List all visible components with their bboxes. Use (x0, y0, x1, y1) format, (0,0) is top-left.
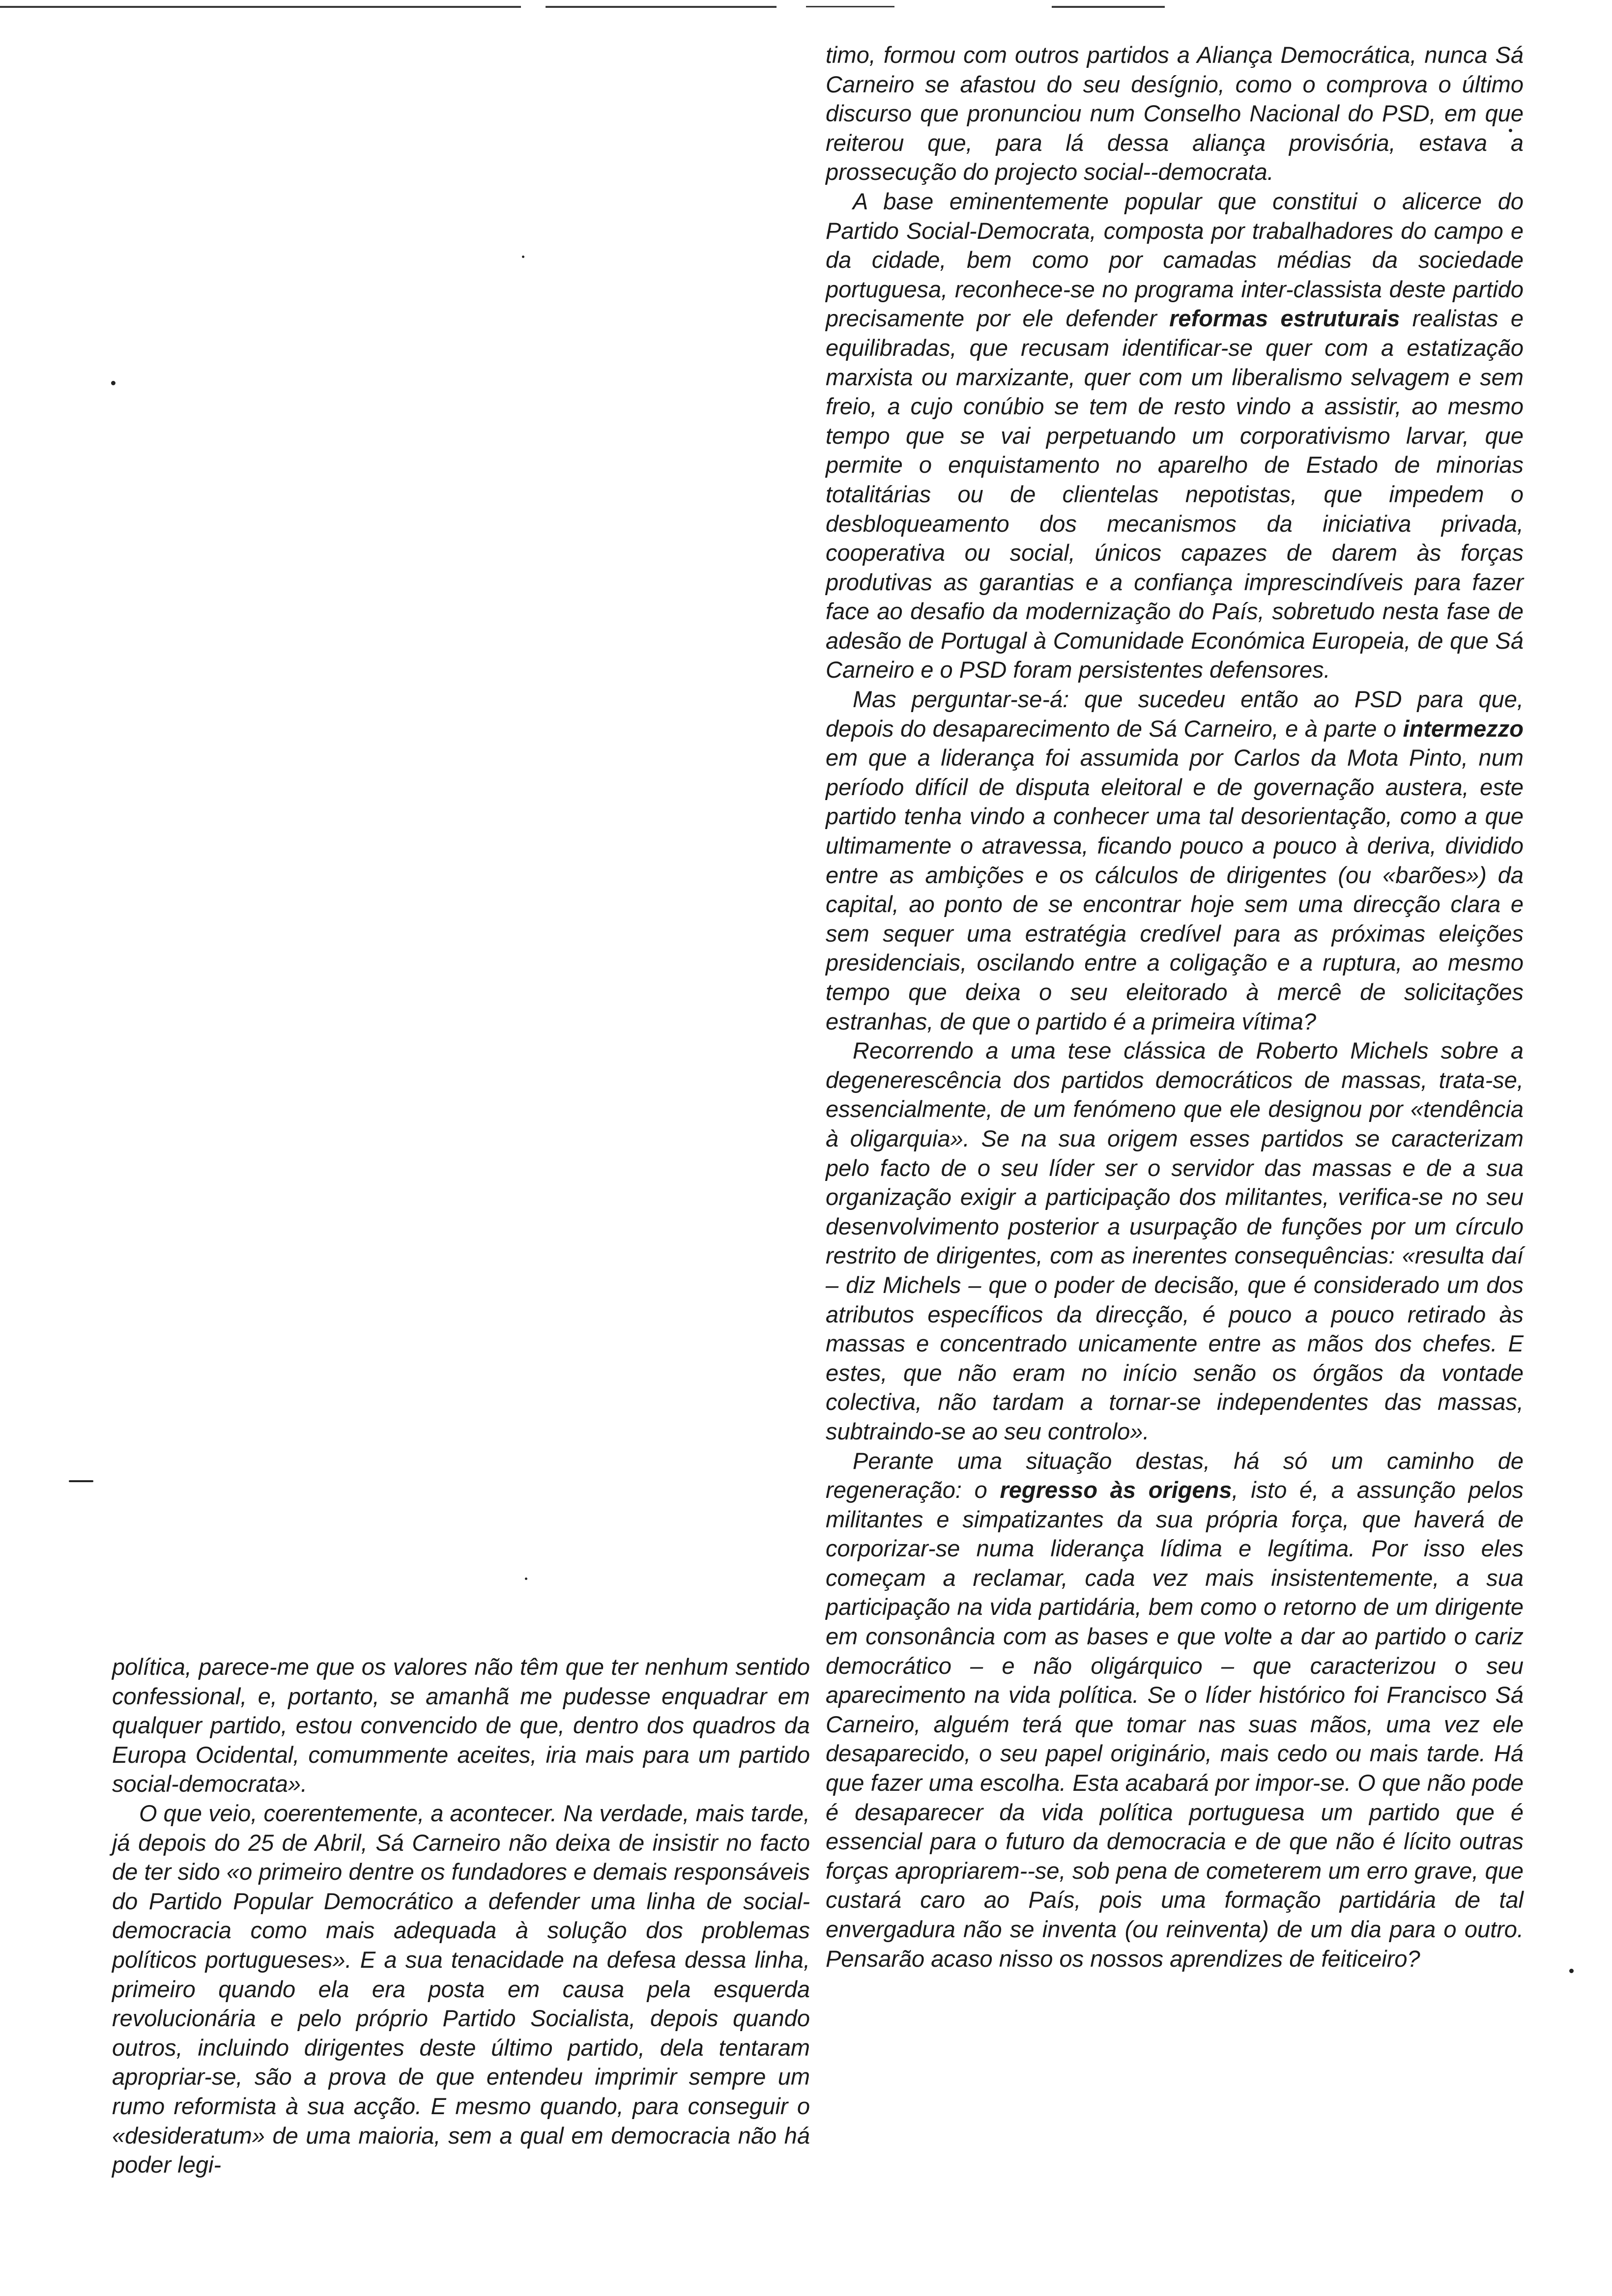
top-rule-3 (806, 6, 894, 7)
bold-phrase: reformas estruturais (1169, 305, 1400, 332)
top-rule-2 (546, 6, 777, 8)
scan-speck (525, 1578, 527, 1580)
bold-phrase: regresso às origens (1000, 1477, 1232, 1503)
top-rule-4 (1052, 6, 1165, 8)
scan-speck (1569, 1969, 1574, 1973)
scan-speck (522, 256, 524, 258)
top-rule-1 (0, 6, 521, 8)
scan-speck (111, 381, 115, 385)
paragraph: política, parece-me que os valores não têm que ter nenhum sentido confessional, e, portanto, se amanhã me pudesse enquadrar em qualquer partido, estou convencido de que, dentro dos quadros da Europa Ocidental, comummente aceites, iria mais para um partido social-democrata». (112, 1654, 810, 1797)
paragraph: Perante uma situação destas, há só um caminho de regeneração: o regresso às origens, isto é, a assunção pelos militantes e simpatizantes da sua própria força, que haverá de corporizar-se numa liderança lídima e legítima. Por isso eles começam a reclamar, cada vez mais insistentemente, a sua participação na vida partidária, bem como o retorno de um dirigente em consonância com as bases e que volte a dar ao partido o cariz democrático – e não oligárquico – que caracterizou o seu aparecimento na vida política. Se o líder histórico foi Francisco Sá Carneiro, alguém terá que tomar nas suas mãos, uma vez ele desaparecido, o seu papel originário, mais cedo ou mais tarde. Há que fazer uma escolha. Esta acabará por impor-se. O que não pode é desaparecer da vida política portuguesa um partido que é essencial para o futuro da democracia e de que não é lícito outras forças apropriarem--se, sob pena de cometerem um erro grave, que custará caro ao País, pois uma formação partidária de tal envergadura não se inventa (ou reinventa) de um dia para o outro. Pensarão acaso nisso os nossos aprendizes de feiticeiro? (826, 1447, 1524, 1972)
scan-speck (69, 1480, 93, 1482)
paragraph: timo, formou com outros partidos a Aliança Democrática, nunca Sá Carneiro se afastou do seu desígnio, como o comprova o último discurso que pronunciou num Conselho Nacional do PSD, em que reiterou que, para lá dessa aliança provisória, estava a prossecução do projecto social--democrata. (826, 42, 1524, 185)
paragraph: Recorrendo a uma tese clássica de Roberto Michels sobre a degenerescência dos partidos democráticos de massas, trata-se, essencialmente, de um fenómeno que ele designou por «tendência à oligarquia». Se na sua origem esses partidos se caracterizam pelo facto de o seu líder ser o servidor das massas e de a sua organização exigir a participação dos militantes, verifica-se no seu desenvolvimento posterior a usurpação de funções por um círculo restrito de dirigentes, com as inerentes consequências: «resulta daí – diz Michels – que o poder de decisão, que é considerado um dos atributos específicos da direcção, é pouco a pouco retirado às massas e concentrado unicamente entre as mãos dos chefes. E estes, que não eram no início senão os órgãos da vontade colectiva, não tardam a tornar-se independentes das massas, subtraindo-se ao seu controlo». (826, 1037, 1524, 1444)
bold-phrase: intermezzo (1403, 715, 1524, 742)
article-right-column (826, 40, 1524, 1973)
article-left-column (112, 1652, 810, 2180)
paragraph: Mas perguntar-se-á: que sucedeu então ao PSD para que, depois do desaparecimento de Sá Carneiro, e à parte o intermezzo em que a liderança foi assumida por Carlos da Mota Pinto, num período difícil de disputa eleitoral e de governação austera, este partido tenha vindo a conhecer uma tal desorientação, como a que ultimamente o atravessa, ficando pouco a pouco à deriva, dividido entre as ambições e os cálculos de dirigentes (ou «barões») da capital, ao ponto de se encontrar hoje sem uma direcção clara e sem sequer uma estratégia credível para as próximas eleições presidenciais, oscilando entre a coligação e a ruptura, ao mesmo tempo que deixa o seu eleitorado à mercê de solicitações estranhas, de que o partido é a primeira vítima? (826, 686, 1524, 1034)
paragraph: O que veio, coerentemente, a acontecer. Na verdade, mais tarde, já depois do 25 de Abril, Sá Carneiro não deixa de insistir no facto de ter sido «o primeiro dentre os fundadores e demais responsáveis do Partido Popular Democrático a defender uma linha de social-democracia como mais adequada à solução dos problemas políticos portugueses». E a sua tenacidade na defesa dessa linha, primeiro quando ela era posta em causa pela esquerda revolucionária e pelo próprio Partido Socialista, depois quando outros, incluindo dirigentes deste último partido, dela tentaram apropriar-se, são a prova de que entendeu imprimir sempre um rumo reformista à sua acção. E mesmo quando, para conseguir o «desideratum» de uma maioria, sem a qual em democracia não há poder legi- (112, 1800, 810, 2178)
paragraph: A base eminentemente popular que constitui o alicerce do Partido Social-Democrata, composta por trabalhadores do campo e da cidade, bem como por camadas médias da sociedade portuguesa, reconhece-se no programa inter-classista deste partido precisamente por ele defender reformas estruturais realistas e equilibradas, que recusam identificar-se quer com a estatização marxista ou marxizante, quer com um liberalismo selvagem e sem freio, a cujo conúbio se tem de resto vindo a assistir, ao mesmo tempo que se vai perpetuando um corporativismo larvar, que permite o enquistamento no aparelho de Estado de minorias totalitárias ou de clientelas nepotistas, que impedem o desbloqueamento dos mecanismos da iniciativa privada, cooperativa ou social, únicos capazes de darem às forças produtivas as garantias e a confiança imprescindíveis para fazer face ao desafio da modernização do País, sobretudo nesta fase de adesão de Portugal à Comunidade Económica Europeia, de que Sá Carneiro e o PSD foram persistentes defensores. (826, 188, 1524, 683)
